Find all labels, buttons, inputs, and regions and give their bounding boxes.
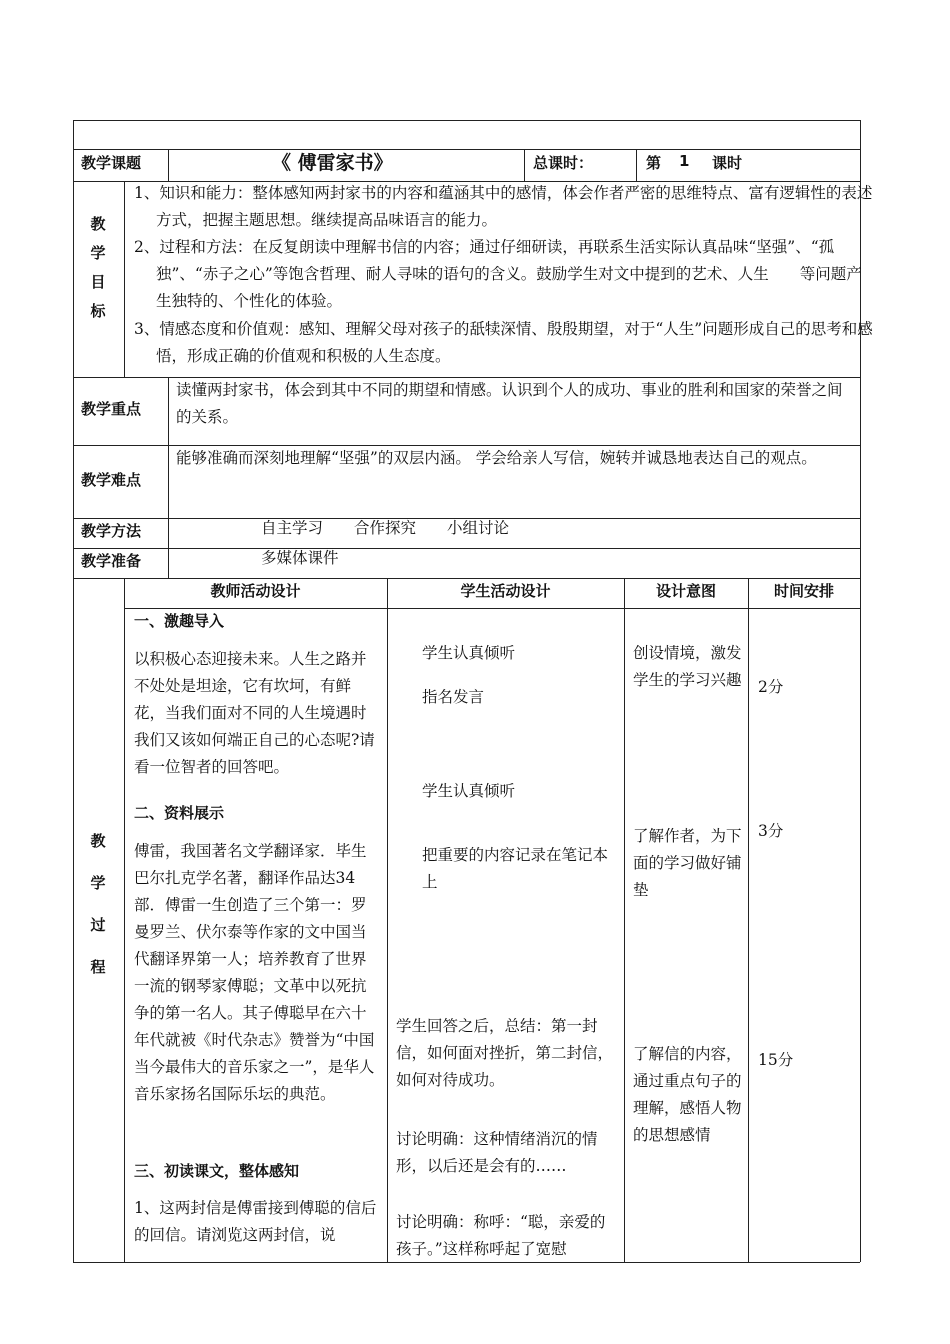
process-label	[86, 830, 110, 998]
lesson-title: 《 傅雷家书》	[272, 152, 393, 174]
student-activity: 指名发言	[422, 688, 485, 706]
design-intent: 了解作者，为下面的学习做好铺垫	[633, 827, 742, 899]
objectives-label-char: 标	[90, 302, 106, 320]
objective-process: 2、过程和方法：在反复朗读中理解书信的内容；通过仔细研读，再联系生活实际认真品味“坚强”、“孤独”、“赤子之心”等饱含哲理、耐人寻味的语句的含义。鼓励学生对文中提到的艺术、人生 等问题产生独特的、个性化的体验。	[134, 238, 862, 310]
process-label-char: 学	[90, 874, 106, 892]
section-reading-text: 1、这两封信是傅雷接到傅聪的信后的回信。请浏览这两封信，说	[134, 1199, 377, 1244]
prep-label: 教学准备	[81, 552, 142, 570]
section-material-text: 傅雷，我国著名文学翻译家．毕生巴尔扎克学名著，翻译作品达34部．傅雷一生创造了三个第一：罗曼罗兰、伏尔泰等作家的文中国当代翻译界第一人；培养教育了世界一流的钢琴家傅聪；文革中以死抗争的第一名人。其子傅聪早在六十年代就被《时代杂志》赞誉为“中国当今最伟大的音乐家之一”，是华人音乐家扬名国际乐坛的典范。	[134, 842, 375, 1103]
period-prefix: 第	[646, 154, 662, 172]
difficulty-label: 教学难点	[81, 471, 142, 489]
student-activity: 把重要的内容记录在笔记本上	[422, 846, 609, 891]
total-periods-label: 总课时：	[533, 154, 594, 172]
student-activity: 学生回答之后，总结：第一封信，如何面对挫折，第二封信，如何对待成功。	[396, 1017, 614, 1089]
header-student: 学生活动设计	[460, 582, 551, 600]
process-label-char: 过	[90, 916, 106, 934]
student-activity: 学生认真倾听	[422, 644, 516, 662]
method-label: 教学方法	[81, 522, 142, 540]
focus-label: 教学重点	[81, 400, 142, 418]
method-item: 自主学习	[261, 519, 324, 537]
time-allocation: 2分	[758, 678, 784, 696]
design-intent: 了解信的内容，通过重点句子的理解，感悟人物的思想感情	[633, 1045, 742, 1144]
prep-text: 多媒体课件	[261, 549, 339, 567]
section-intro-title: 一、激趣导入	[134, 612, 225, 630]
process-label-char: 程	[90, 958, 106, 976]
objective-emotion: 3、情感态度和价值观：感知、理解父母对孩子的舐犊深情、殷殷期望，对于“人生”问题形成自己的思考和感悟，形成正确的价值观和积极的人生态度。	[134, 320, 873, 365]
process-label-char: 教	[90, 832, 106, 850]
method-item: 小组讨论	[447, 519, 510, 537]
header-time: 时间安排	[773, 582, 834, 600]
section-intro-text: 以积极心态迎接未来。人生之路并不处处是坦途，它有坎坷，有鲜花，当我们面对不同的人生境遇时我们又该如何端正自己的心态呢?请看一位智者的回答吧。	[134, 650, 375, 776]
objectives-label-char: 学	[90, 244, 106, 262]
period-number: 1	[679, 152, 690, 170]
header-intent: 设计意图	[655, 582, 716, 600]
period-suffix: 课时	[712, 154, 743, 172]
objectives-label-char: 教	[90, 215, 106, 233]
time-allocation: 3分	[758, 822, 784, 840]
time-allocation: 15分	[758, 1051, 794, 1069]
student-activity: 讨论明确：称呼：“聪，亲爱的孩子。”这样称呼起了宽慰	[396, 1213, 606, 1258]
course-label: 教学课题	[81, 154, 142, 172]
header-teacher: 教师活动设计	[210, 582, 301, 600]
focus-text: 读懂两封家书，体会到其中不同的期望和情感。认识到个人的成功、事业的胜利和国家的荣誉之间的关系。	[176, 381, 843, 426]
objectives-label-char: 目	[90, 273, 106, 291]
section-reading-title: 三、初读课文，整体感知	[134, 1162, 300, 1180]
difficulty-text: 能够准确而深刻地理解“坚强”的双层内涵。 学会给亲人写信，婉转并诚恳地表达自己的观点。	[176, 449, 817, 467]
student-activity: 讨论明确：这种情绪消沉的情形，以后还是会有的……	[396, 1130, 598, 1175]
method-item: 合作探究	[354, 519, 417, 537]
objectives-label	[86, 213, 110, 329]
design-intent: 创设情境，激发学生的学习兴趣	[633, 644, 742, 689]
objective-knowledge: 1、知识和能力：整体感知两封家书的内容和蕴涵其中的感情，体会作者严密的思维特点、富有逻辑性的表述方式，把握主题思想。继续提高品味语言的能力。	[134, 184, 873, 229]
section-material-title: 二、资料展示	[134, 804, 225, 822]
student-activity: 学生认真倾听	[422, 782, 516, 800]
